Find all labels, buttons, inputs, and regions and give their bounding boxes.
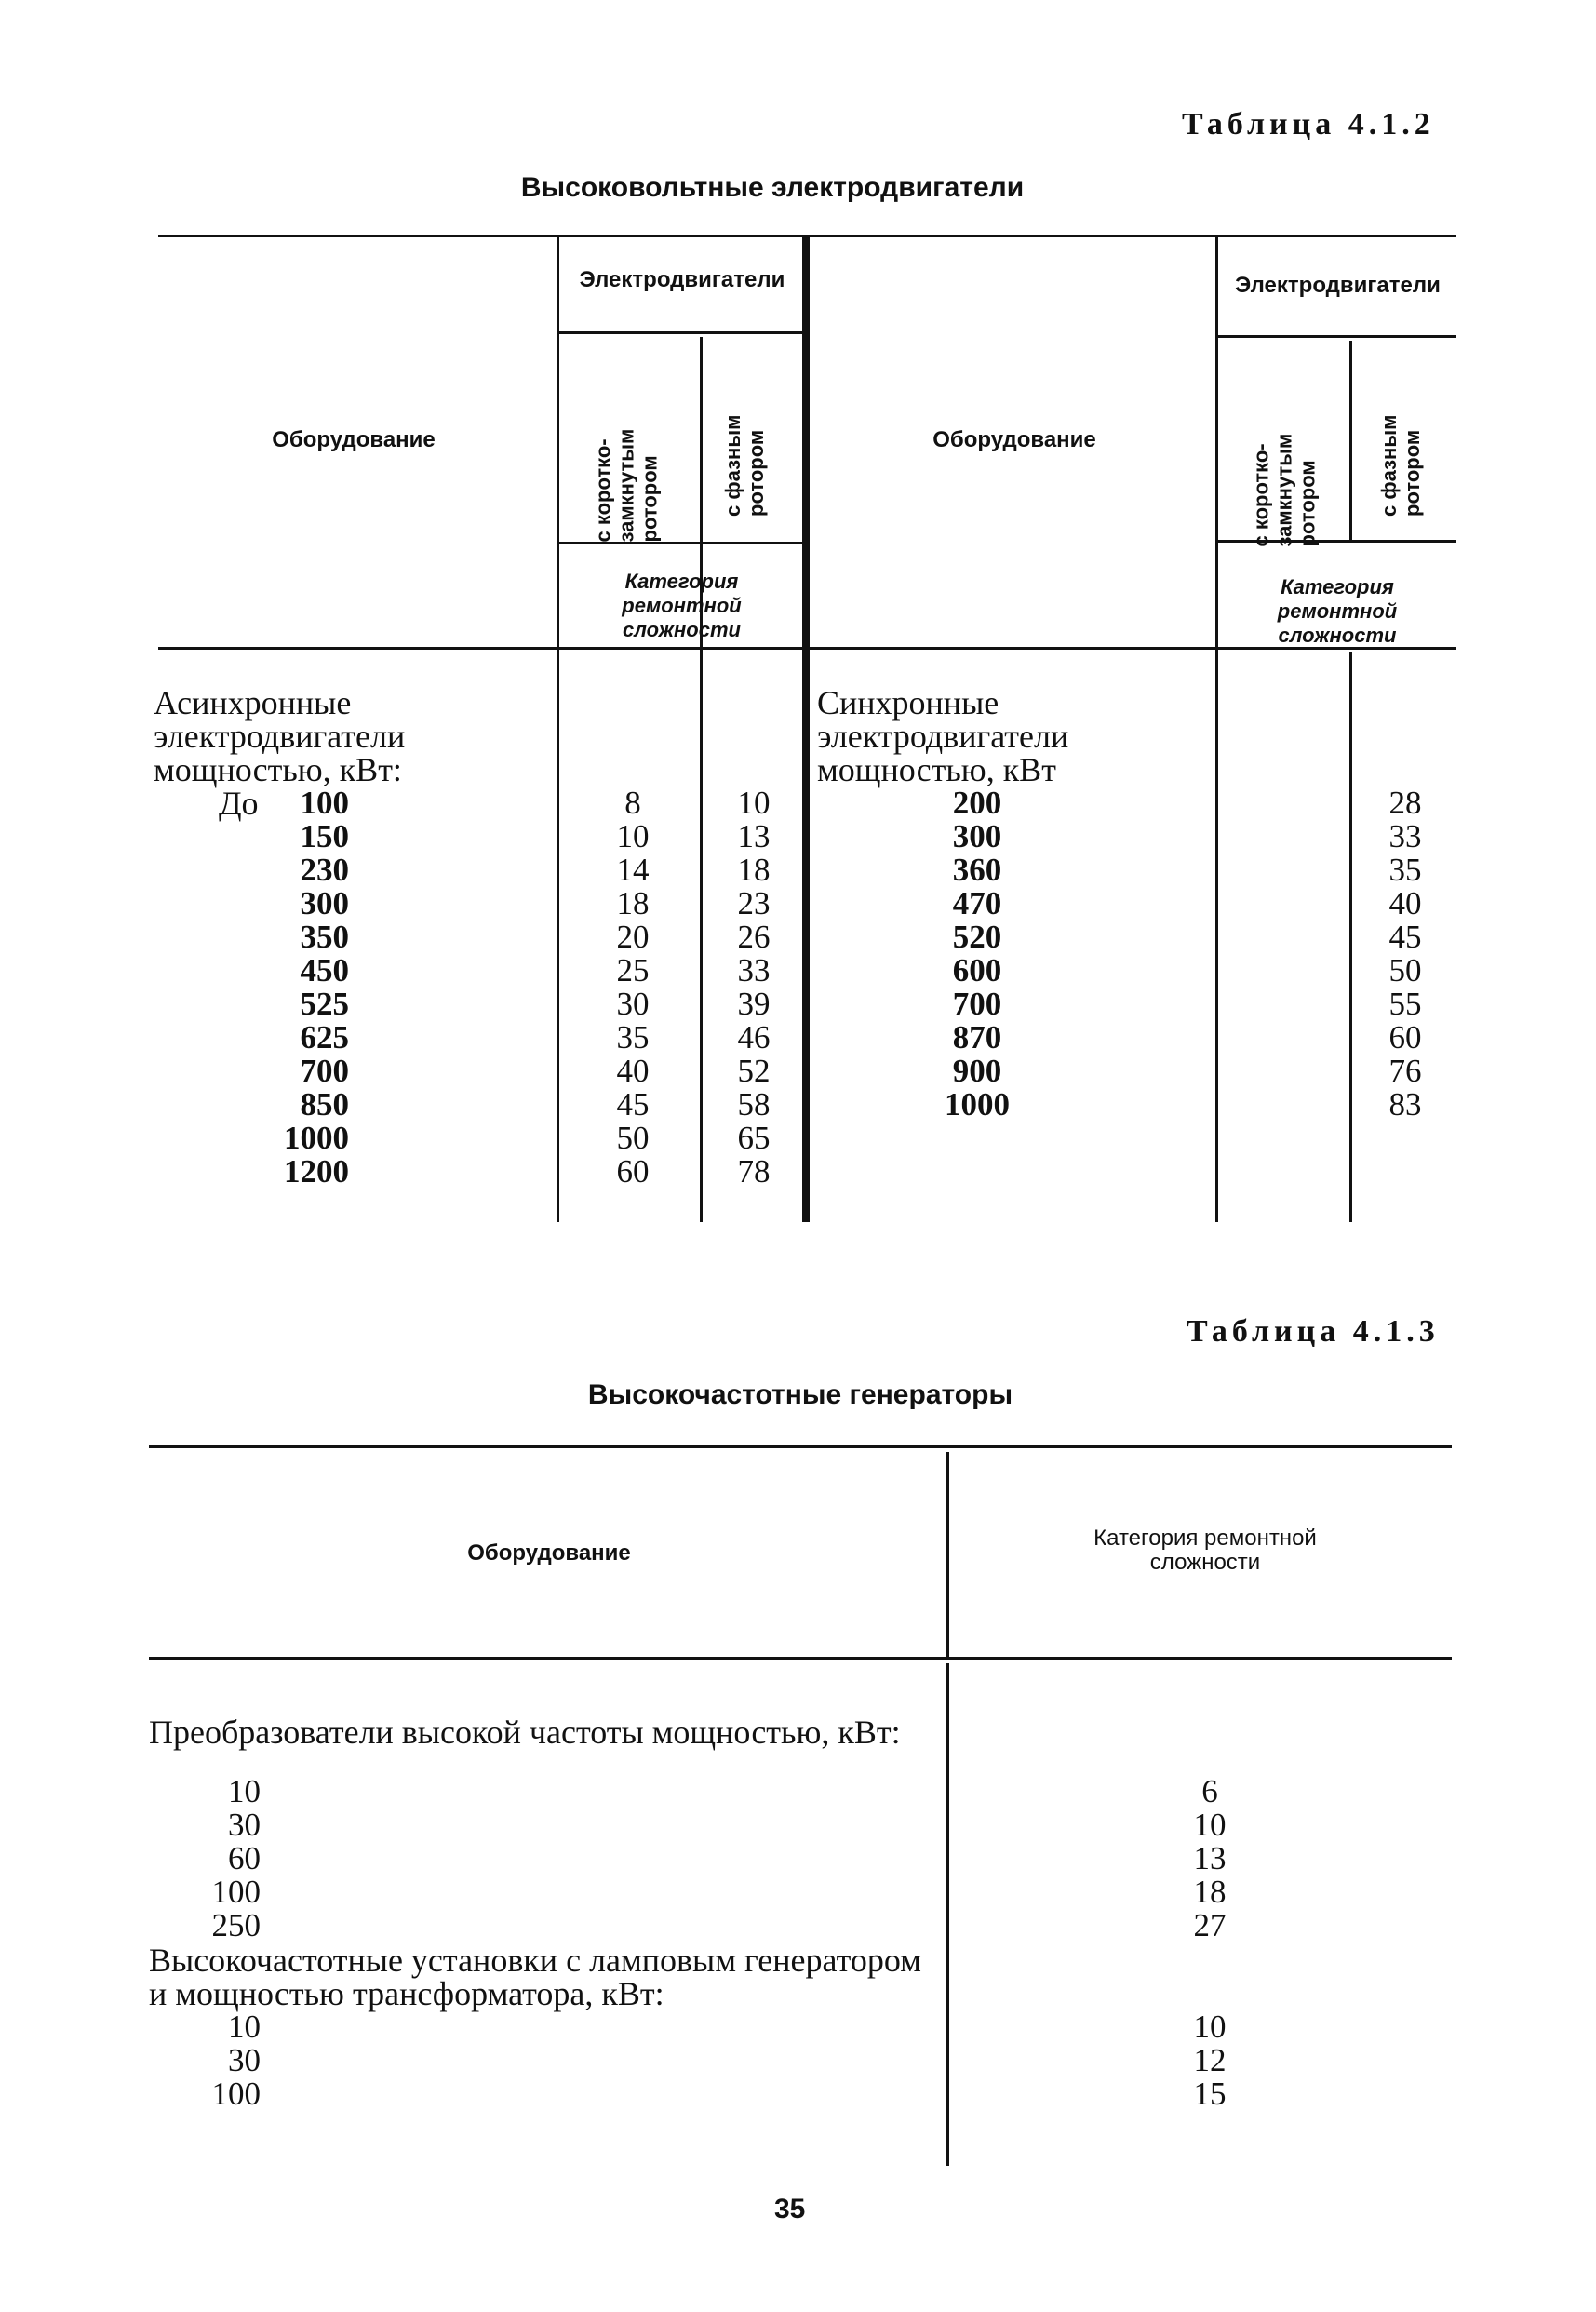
header-motors: Электродвигатели [1235,273,1441,298]
col-divider [946,1663,949,2166]
squirrel-values-async [596,786,670,1189]
category-value: 28 [1388,785,1422,821]
power-value: 450 [300,952,349,988]
power-value: 350 [300,919,349,955]
power-value: 60 [228,1840,261,1876]
category-value: 33 [737,952,771,988]
group-title-converters: Преобразователи высокой частоты мощностью, кВт: [149,1714,901,1751]
col-divider [1215,237,1218,1222]
category-value: 35 [1388,852,1422,888]
power-value: 230 [300,852,349,888]
power-value: 1200 [284,1153,349,1190]
power-value: 100 [300,785,349,821]
col-divider-main [802,237,810,1222]
page-number: 35 [774,2194,806,2225]
header-squirrel-cage: с коротко-замкнутым ротором [1249,433,1320,547]
power-value: 360 [952,852,1002,888]
category-value: 13 [737,818,771,854]
power-column-sync [921,786,1033,1122]
category-value: 27 [1193,1907,1227,1943]
category-column-tube-gen [1173,2010,1247,2111]
category-value: 18 [616,885,650,921]
category-value: 76 [1388,1053,1422,1089]
power-value: 30 [228,2042,261,2078]
col-divider [1349,652,1352,1222]
wound-values-async [717,786,791,1189]
category-value: 10 [616,818,650,854]
header-sub-rule-right [1217,335,1456,338]
power-value: 700 [952,986,1002,1022]
table-caption: Высоковольтные электродвигатели [520,172,1025,203]
header-category: Категория ремонтной сложности [622,570,742,641]
table-top-rule [149,1445,1452,1448]
power-value: 850 [300,1086,349,1122]
category-value: 12 [1193,2042,1227,2078]
category-value: 60 [616,1153,650,1190]
power-value: 100 [211,2076,261,2112]
power-value: 250 [211,1907,261,1943]
category-value: 35 [616,1019,650,1055]
category-value: 25 [616,952,650,988]
power-value: 525 [300,986,349,1022]
power-value: 700 [300,1053,349,1089]
power-value: 470 [952,885,1002,921]
power-value: 100 [211,1874,261,1910]
category-value: 55 [1388,986,1422,1022]
header-category: Категория ремонтной сложности [1277,575,1398,647]
power-column-async [251,786,349,1189]
power-value: 300 [952,818,1002,854]
power-value: 900 [952,1053,1002,1089]
power-value: 300 [300,885,349,921]
category-value: 83 [1388,1086,1422,1122]
category-value: 50 [616,1120,650,1156]
category-value: 6 [1201,1773,1218,1809]
category-value: 50 [1388,952,1422,988]
category-value: 46 [737,1019,771,1055]
header-wound-rotor: с фазным ротором [1377,414,1424,517]
header-equipment: Оборудование [272,427,436,452]
power-column-converters [168,1775,261,1942]
category-value: 20 [616,919,650,955]
category-value: 58 [737,1086,771,1122]
category-value: 10 [1193,2009,1227,2045]
category-value: 52 [737,1053,771,1089]
category-value: 10 [1193,1807,1227,1843]
category-value: 8 [624,785,641,821]
category-value: 78 [737,1153,771,1190]
power-value: 600 [952,952,1002,988]
header-equipment: Оборудование [932,427,1096,452]
category-value: 13 [1193,1840,1227,1876]
power-value: 30 [228,1807,261,1843]
power-value: 870 [952,1019,1002,1055]
header-motors: Электродвигатели [579,267,785,292]
power-value: 1000 [284,1120,349,1156]
category-value: 18 [737,852,771,888]
col-divider [946,1452,949,1657]
header-bottom-rule [149,1657,1452,1660]
category-value: 40 [616,1053,650,1089]
col-divider [1349,341,1352,540]
power-value: 625 [300,1019,349,1055]
power-value: 520 [952,919,1002,955]
category-value: 14 [616,852,650,888]
header-category: Категория ремонтной сложности [1093,1526,1317,1575]
group-title-sync: Синхронные электродвигатели мощностью, кВт [817,684,1069,788]
category-value: 60 [1388,1019,1422,1055]
category-value: 10 [737,785,771,821]
category-column-converters [1173,1775,1247,1942]
category-value: 65 [737,1120,771,1156]
header-wound-rotor: с фазным ротором [721,414,768,517]
category-value: 15 [1193,2076,1227,2112]
header-equipment: Оборудование [467,1540,631,1566]
table-label: Таблица 4.1.2 [1182,107,1435,141]
power-value: 200 [952,785,1002,821]
power-value: 150 [300,818,349,854]
category-value: 18 [1193,1874,1227,1910]
category-value: 45 [1388,919,1422,955]
power-prefix: До [219,785,259,822]
group-title-tube-gen: Высокочастотные установки с ламповым генератором и мощностью трансформатора, кВт: [149,1942,921,2012]
category-value: 39 [737,986,771,1022]
header-sub-rule-left [558,331,805,334]
group-title-async: Асинхронные электродвигатели мощностью, кВт: [154,684,406,788]
header-squirrel-cage: с коротко-замкнутым ротором [591,428,662,543]
col-divider [557,237,559,1222]
power-value: 1000 [945,1086,1010,1122]
col-divider [700,337,703,1222]
table-label: Таблица 4.1.3 [1187,1314,1440,1349]
category-value: 23 [737,885,771,921]
power-value: 10 [228,1773,261,1809]
category-value: 40 [1388,885,1422,921]
power-column-tube-gen [168,2010,261,2111]
category-value: 45 [616,1086,650,1122]
wound-values-sync [1368,786,1442,1122]
category-value: 33 [1388,818,1422,854]
power-value: 10 [228,2009,261,2045]
category-value: 26 [737,919,771,955]
category-value: 30 [616,986,650,1022]
table-caption: Высокочастотные генераторы [587,1379,1013,1410]
